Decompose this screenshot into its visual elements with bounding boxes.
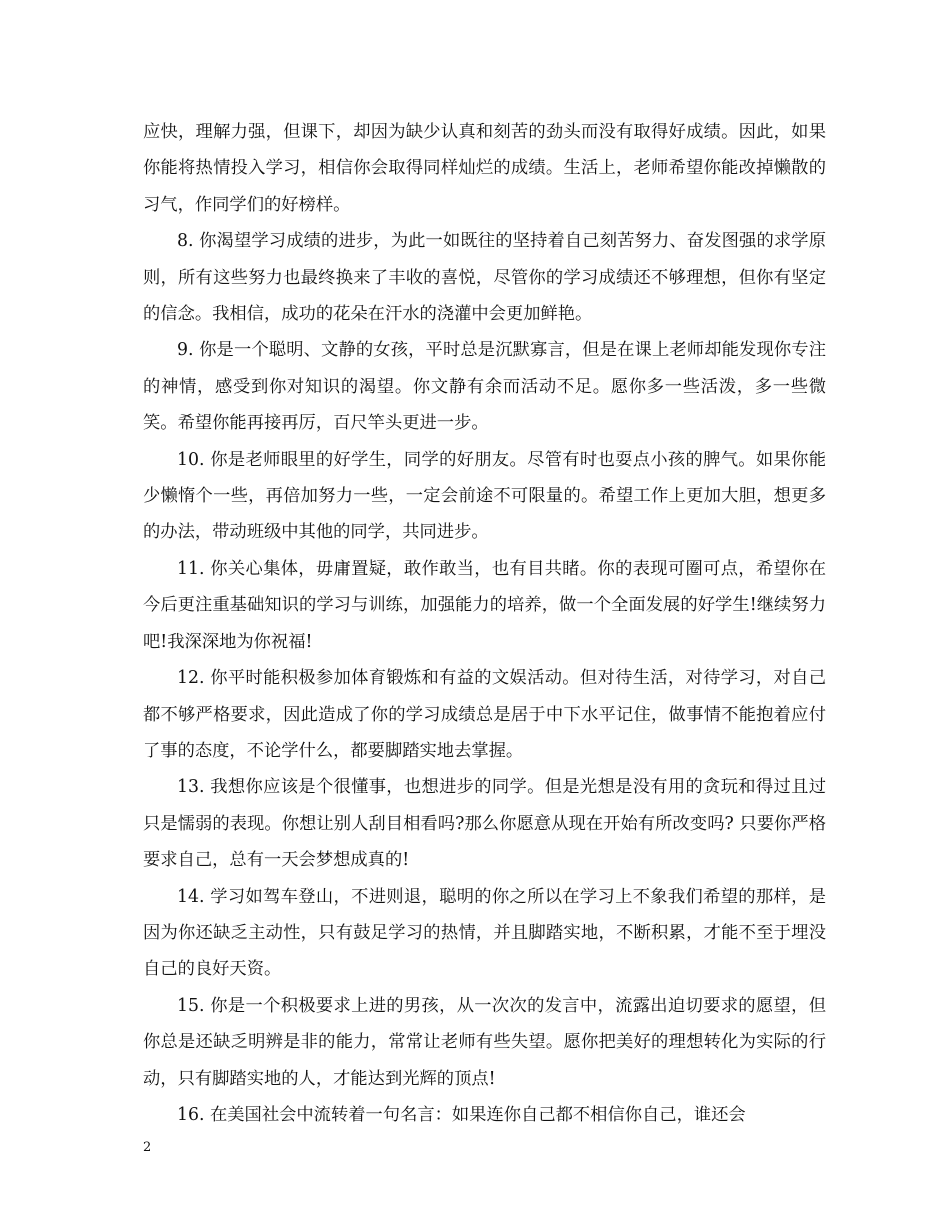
paragraph-item-13: 13. 我想你应该是个很懂事，也想进步的同学。但是光想是没有用的贪玩和得过且过只是懦弱的表现。你想让别人刮目相看吗?那么你愿意从现在开始有所改变吗? 只要你严格要求自己，总有一天会梦想成真的!	[143, 777, 826, 871]
paragraph-item-14: 14. 学习如驾车登山，不进则退，聪明的你之所以在学习上不象我们希望的那样，是因为你还缺乏主动性，只有鼓足学习的热情，并且脚踏实地，不断积累，才能不至于埋没自己的良好天资。	[143, 886, 826, 980]
paragraph-item-15: 15. 你是一个积极要求上进的男孩，从一次次的发言中，流露出迫切要求的愿望，但你总是还缺乏明辨是非的能力，常常让老师有些失望。愿你把美好的理想转化为实际的行动，只有脚踏实地的人，才能达到光辉的顶点!	[143, 995, 826, 1089]
paragraph-continuation: 应快，理解力强，但课下，却因为缺少认真和刻苦的劲头而没有取得好成绩。因此，如果你能将热情投入学习，相信你会取得同样灿烂的成绩。生活上，老师希望你能改掉懒散的习气，作同学们的好榜样。	[143, 122, 826, 215]
paragraph-item-8: 8. 你渴望学习成绩的进步，为此一如既往的坚持着自己刻苦努力、奋发图强的求学原则，所有这些努力也最终换来了丰收的喜悦，尽管你的学习成绩还不够理想，但你有坚定的信念。我相信，成功的花朵在汗水的浇灌中会更加鲜艳。	[143, 231, 826, 325]
paragraph-item-11: 11. 你关心集体，毋庸置疑，敢作敢当，也有目共睹。你的表现可圈可点，希望你在今后更注重基础知识的学习与训练，加强能力的培养，做一个全面发展的好学生!继续努力吧!我深深地为你祝福!	[143, 558, 826, 652]
paragraph-item-16: 16. 在美国社会中流转着一句名言：如果连你自己都不相信你自己，谁还会	[177, 1104, 746, 1125]
paragraph-item-10: 10. 你是老师眼里的好学生，同学的好朋友。尽管有时也耍点小孩的脾气。如果你能少懒惰个一些，再倍加努力一些，一定会前途不可限量的。希望工作上更加大胆，想更多的办法，带动班级中其他的同学，共同进步。	[143, 449, 826, 543]
paragraph-item-12: 12. 你平时能积极参加体育锻炼和有益的文娱活动。但对待生活，对待学习，对自己都不够严格要求，因此造成了你的学习成绩总是居于中下水平记住，做事情不能抱着应付了事的态度，不论学什么，都要脚踏实地去掌握。	[143, 668, 826, 761]
paragraph-item-9: 9. 你是一个聪明、文静的女孩，平时总是沉默寡言，但是在课上老师却能发现你专注的神情，感受到你对知识的渴望。你文静有余而活动不足。愿你多一些活泼，多一些微笑。希望你能再接再厉，百尺竿头更进一步。	[143, 340, 826, 434]
page-number: 2	[143, 1140, 152, 1155]
document-body	[143, 114, 826, 1133]
